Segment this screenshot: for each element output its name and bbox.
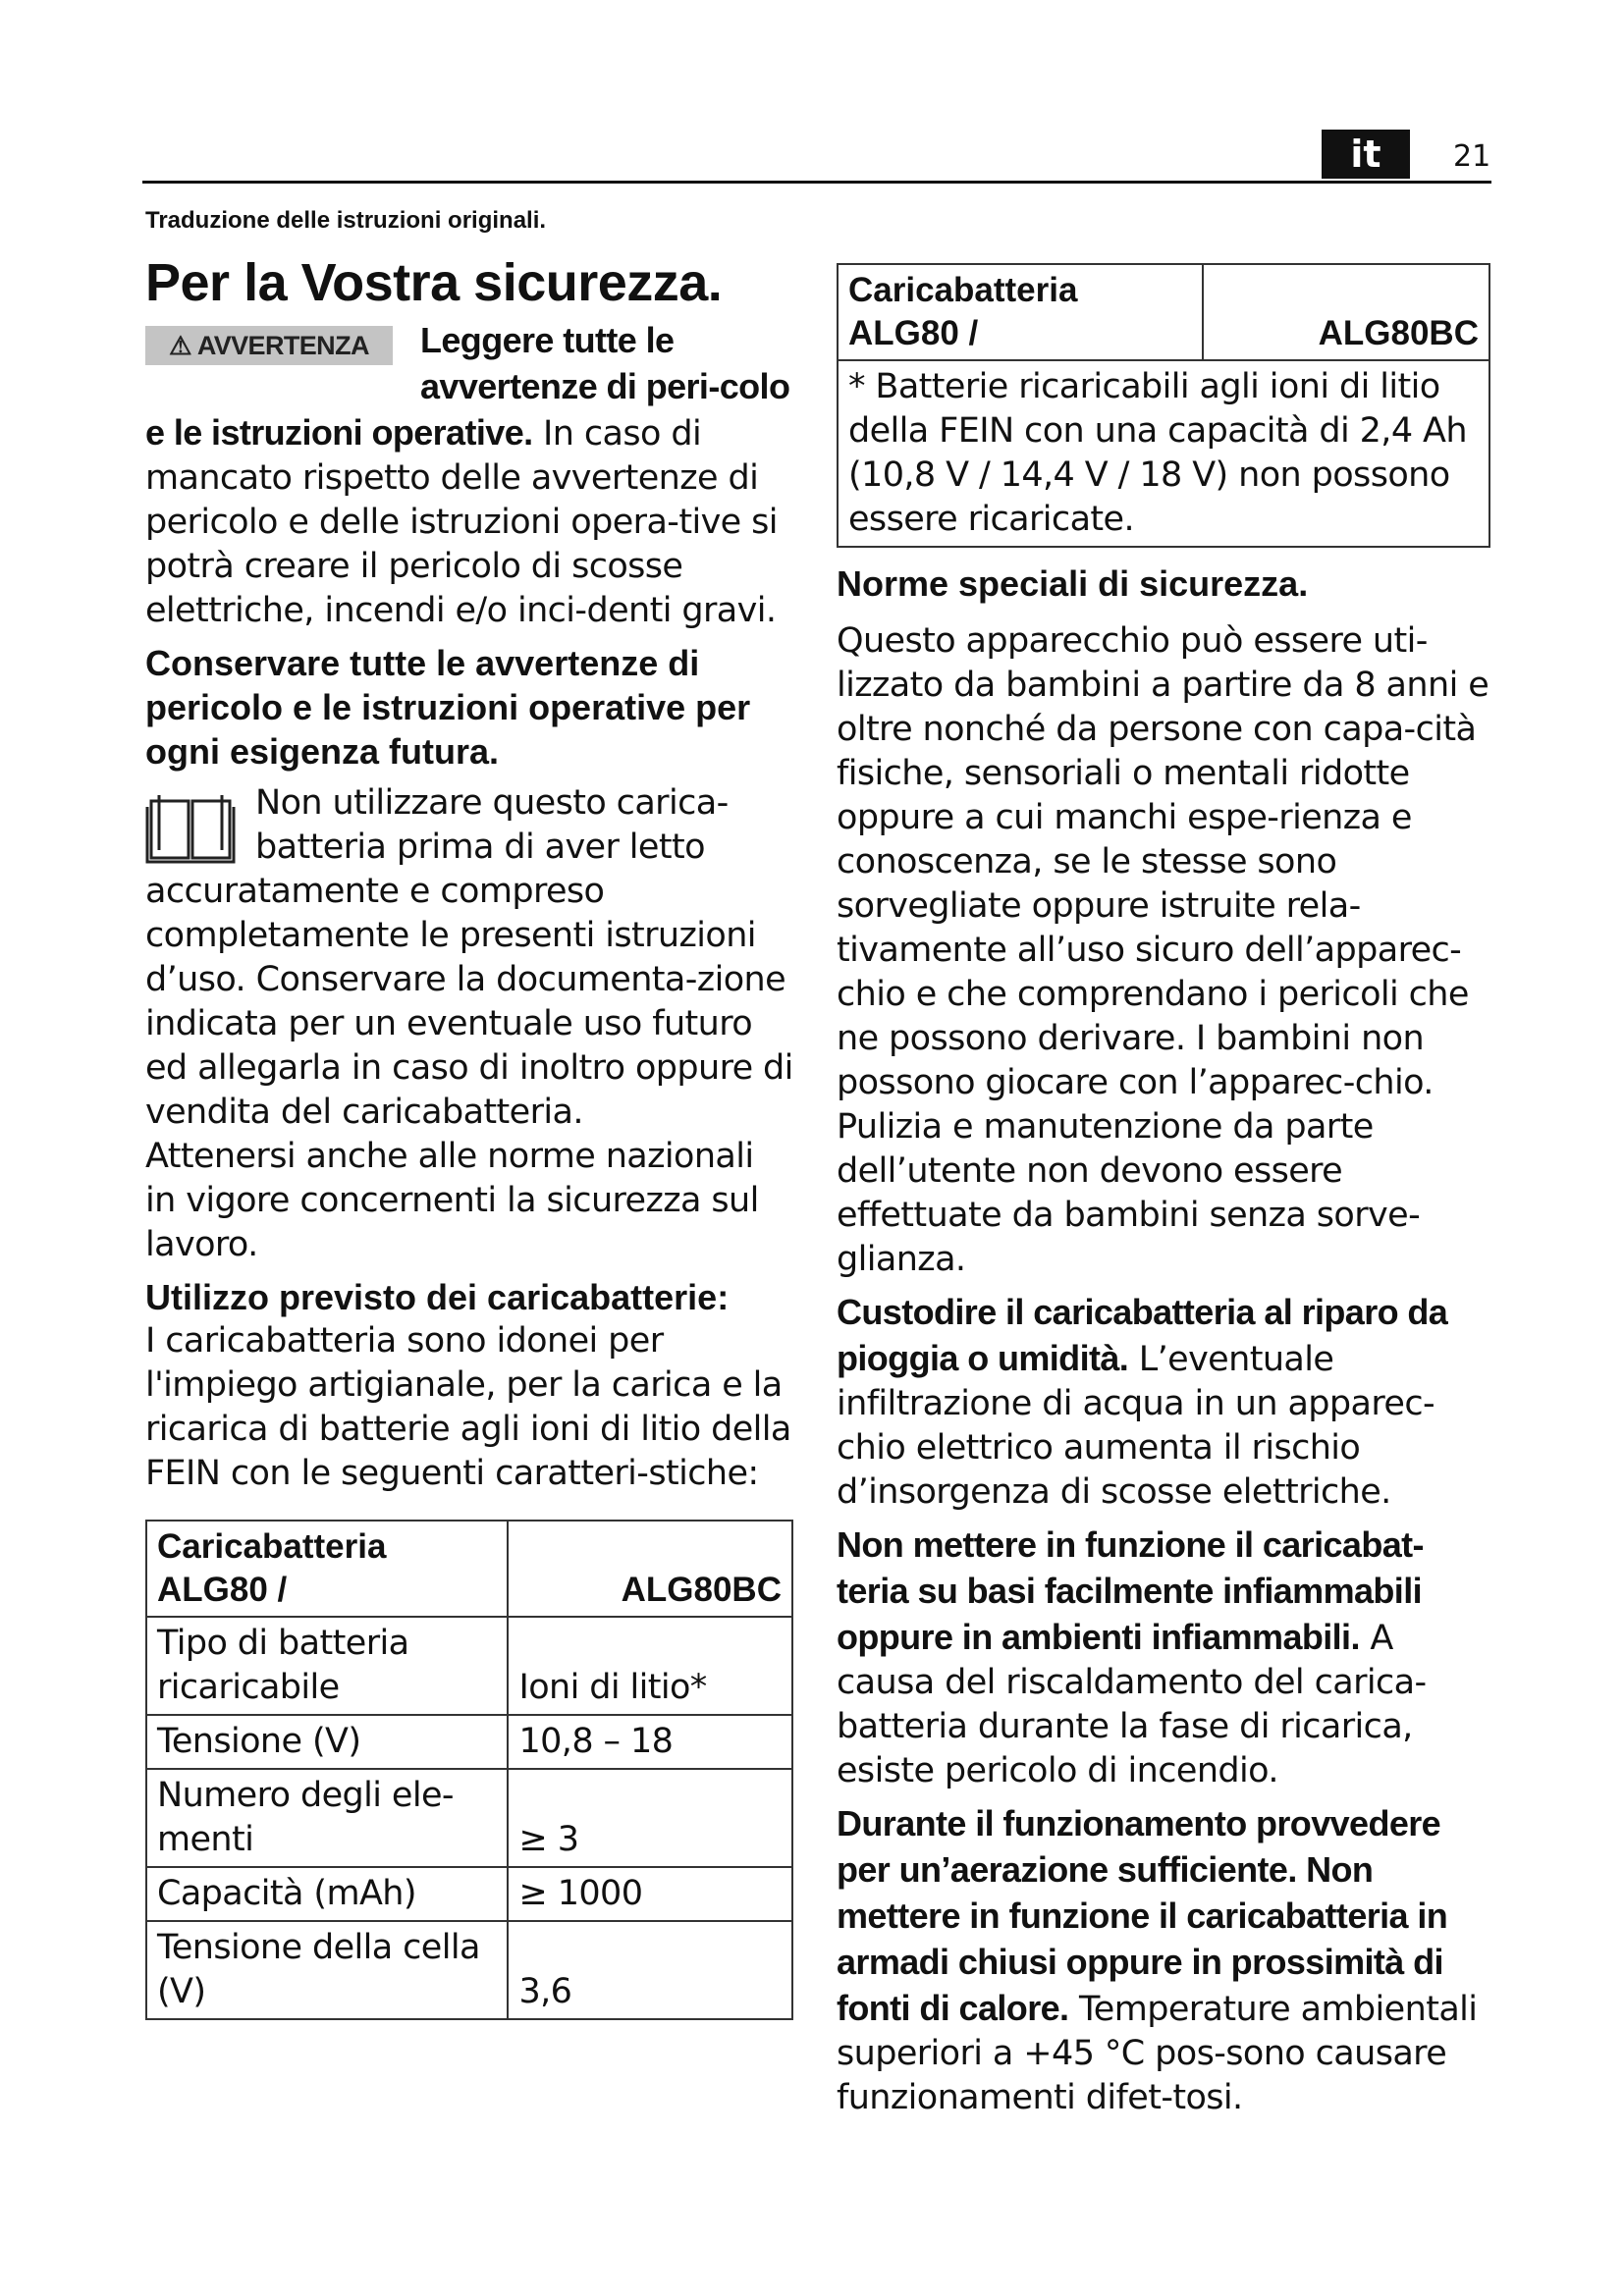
keep-instructions-heading: Conservare tutte le avvertenze di pericolo e le istruzioni operative per ogni esigenza futura. (145, 643, 751, 772)
table-row (146, 1715, 792, 1769)
children-text: Questo apparecchio può essere uti-lizzato da bambini a partire da 8 anni e oltre nonché da persone con capa-cità fisiche, sensoriali o mentali ridotte oppure a cui manchi espe-rienza e conoscenza, se le stesse sono sorvegliate oppure istruite rela-tivamente all’uso sicuro dell’apparec-chio e che comprendano i pericoli che ne possono derivare. I bambini non possono giocare con l’apparec-chio. Pulizia e manutenzione da parte dell’utente non devono essere effettuate da bambini senza sorve-glianza. (837, 621, 1489, 1279)
note-header-right (1203, 264, 1489, 360)
spec-value: ≥ 1000 (508, 1867, 792, 1921)
flammable-paragraph (837, 1522, 1490, 1793)
flammable-heading: Non mettere in funzione il caricabat-teria su basi facilmente infiammabili oppure in ambienti infiammabili. (837, 1524, 1424, 1657)
spec-value: Ioni di litio* (508, 1617, 792, 1715)
spec-table (145, 1520, 793, 2020)
spec-label: Capacità (mAh) (146, 1867, 508, 1921)
rain-text: L’eventuale infiltrazione di acqua in un apparec-chio elettrico aumenta il rischio d’insorgenza di scosse elettriche. (837, 1340, 1435, 1512)
table-row (146, 1769, 792, 1867)
ventilation-paragraph (837, 1801, 1490, 2120)
spec-header-left-text: Caricabatteria ALG80 / (157, 1527, 387, 1609)
charger-note-header (838, 264, 1489, 360)
special-safety-heading: Norme speciali di sicurezza. (837, 563, 1309, 604)
ventilation-text: Temperature ambientali superiori a +45 °C pos-sono causare funzionamenti difet-tosi. (837, 1990, 1478, 2117)
rain-paragraph (837, 1290, 1490, 1515)
left-column (145, 206, 793, 2020)
page-title: Per la Vostra sicurezza. (145, 253, 723, 312)
warning-text: In caso di mancato rispetto delle avvertenze di pericolo e delle istruzioni opera-tive si potrà creare il pericolo di scosse elettriche, incendi e/o inci-denti gravi. (145, 414, 778, 630)
warning-badge (145, 326, 393, 365)
warning-lead: Leggere tutte le avvertenze di peri-colo e le istruzioni operative. (145, 320, 790, 453)
spec-value: 3,6 (508, 1921, 792, 2019)
ventilation-heading: Durante il funzionamento provvedere per un’aerazione sufficiente. Non mettere in funzione il caricabatteria in armadi chiusi oppure in prossimità di fonti di calore. (837, 1803, 1448, 2028)
spec-label: Tensione della cella (V) (146, 1921, 508, 2019)
page-number: 21 (1453, 139, 1491, 174)
battery-note: * Batterie ricaricabili agli ioni di litio della FEIN con una capacità di 2,4 Ah (10,8 V / 14,4 V / 18 V) non possono essere ricaricate. (838, 360, 1489, 547)
manual-text: Non utilizzare questo carica-batteria prima di aver letto accuratamente e compreso completamente le presenti istruzioni d’uso. Conservare la documenta-zione indicata per un eventuale uso futuro ed allegarla in caso di inoltro oppure di vendita del caricabatteria. (145, 783, 793, 1132)
spec-header-right (508, 1521, 792, 1617)
note-header-left: Caricabatteria ALG80 / (838, 264, 1203, 360)
charger-note-table (837, 263, 1490, 548)
right-column (837, 263, 1490, 2128)
table-row (146, 1921, 792, 2019)
spec-value: ≥ 3 (508, 1769, 792, 1867)
translation-note: Traduzione delle istruzioni originali. (145, 207, 547, 234)
header-rule (142, 181, 1491, 184)
rain-heading: Custodire il caricabatteria al riparo da pioggia o umidità. (837, 1292, 1448, 1378)
intended-use-text: I caricabatteria sono idonei per l'impiego artigianale, per la carica e la ricarica di batterie agli ioni di litio della FEIN con le seguenti caratteri-stiche: (145, 1321, 791, 1493)
warning-badge-label: AVVERTENZA (196, 330, 369, 360)
spec-header-left (146, 1521, 508, 1617)
note-header-right-text: ALG80BC (1318, 314, 1479, 352)
manual-paragraph (145, 781, 793, 1135)
flammable-text: A causa del riscaldamento del carica-batteria durante la fase di ricarica, esiste pericolo di incendio. (837, 1619, 1427, 1790)
book-icon (145, 787, 236, 866)
spec-header-right-text: ALG80BC (621, 1571, 782, 1609)
language-tab: it (1322, 130, 1410, 179)
warning-paragraph (145, 318, 793, 633)
spec-table-header (146, 1521, 792, 1617)
spec-label: Tipo di batteria ricaricabile (146, 1617, 508, 1715)
spec-value: 10,8 – 18 (508, 1715, 792, 1769)
intended-use-heading: Utilizzo previsto dei caricabatterie: (145, 1277, 730, 1317)
spec-label: Tensione (V) (146, 1715, 508, 1769)
table-row (146, 1867, 792, 1921)
spec-label: Numero degli ele-menti (146, 1769, 508, 1867)
national-norms-text: Attenersi anche alle norme nazionali in vigore concernenti la sicurezza sul lavoro. (145, 1137, 759, 1264)
table-row (146, 1617, 792, 1715)
table-row (838, 360, 1489, 547)
warning-triangle-icon: ⚠ (169, 330, 191, 360)
